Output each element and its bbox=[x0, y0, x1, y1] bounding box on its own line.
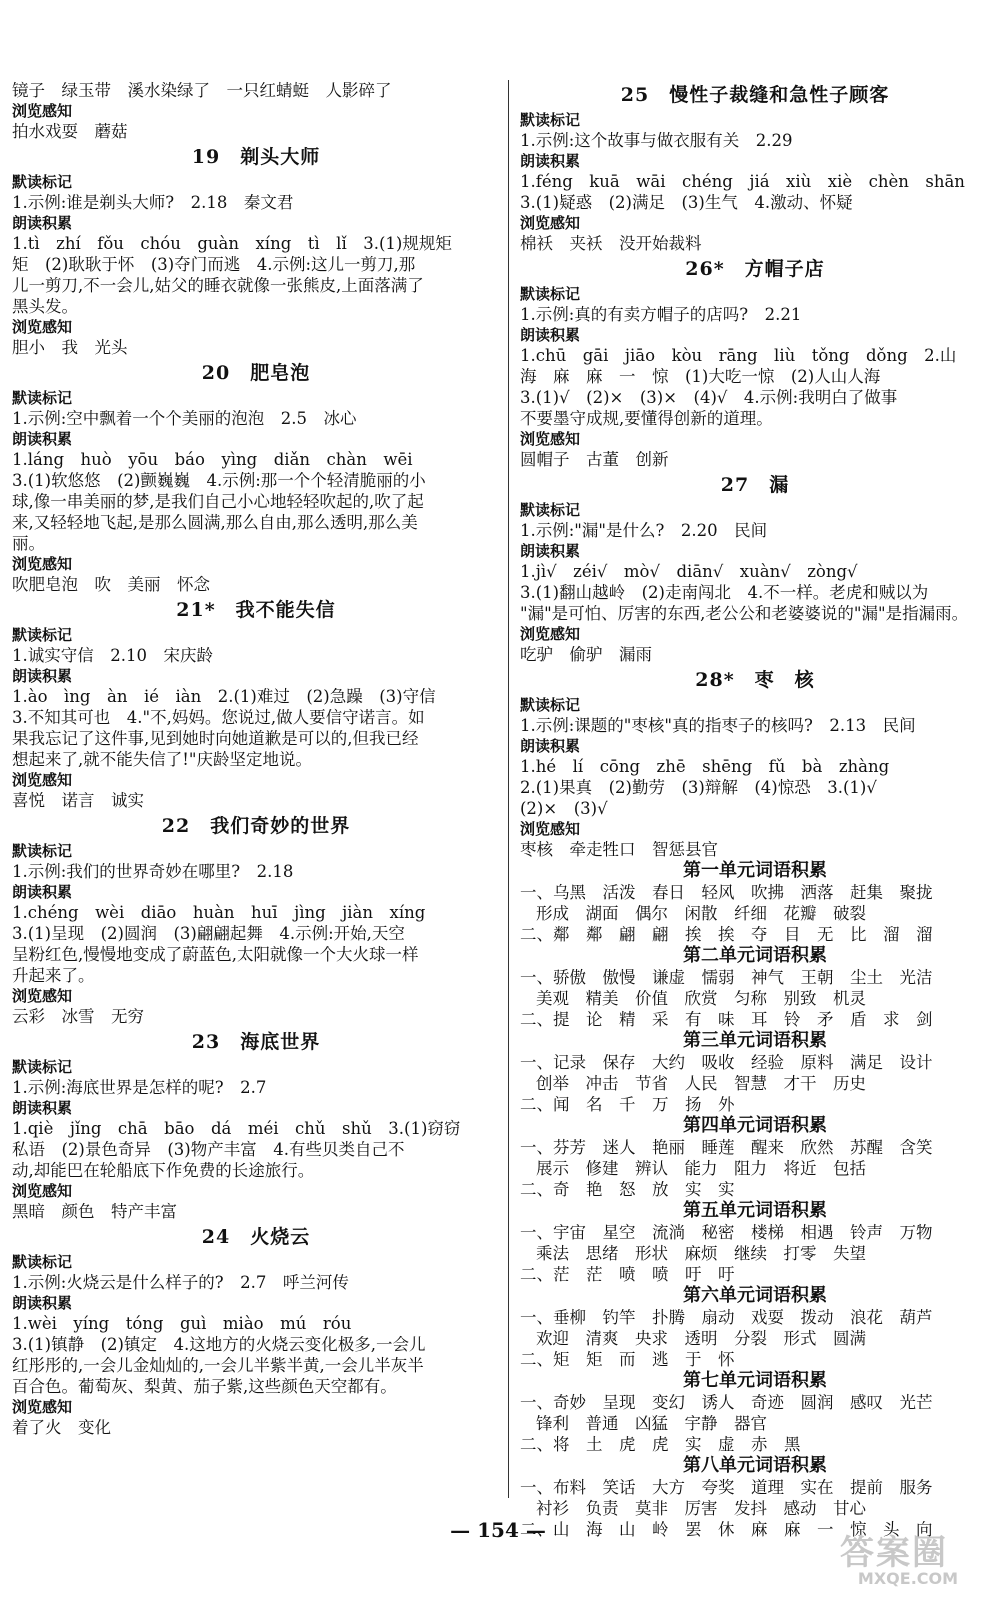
section-heading: 浏览感知 bbox=[12, 555, 73, 573]
answer-line: 1.láng huò yōu báo yìng diǎn chàn wēi bbox=[12, 450, 413, 469]
answer-line: 来,又轻轻地飞起,是那么圆满,那么自由,那么透明,那么美 bbox=[12, 513, 418, 532]
answer-line: 球,像一串美丽的梦,是我们自己小心地轻轻吹起的,吹了起 bbox=[12, 492, 424, 511]
unit-title: 第八单元词语积累 bbox=[683, 1455, 827, 1476]
section-heading: 默读标记 bbox=[520, 696, 581, 714]
answer-line: 喜悦 诺言 诚实 bbox=[12, 791, 144, 810]
answer-line: 一、奇妙 呈现 变幻 诱人 奇迹 圆润 感叹 光芒 bbox=[520, 1393, 933, 1412]
answer-line: 1.chū gāi jiāo kòu rāng liù tǒng dǒng 2.山 bbox=[520, 346, 957, 365]
section-heading: 朗读积累 bbox=[520, 542, 581, 560]
section-heading: 浏览感知 bbox=[520, 430, 581, 448]
answer-line: 圆帽子 古董 创新 bbox=[520, 450, 669, 469]
answer-line: 吹肥皂泡 吹 美丽 怀念 bbox=[12, 575, 210, 594]
answer-line: 私语 (2)景色奇异 (3)物产丰富 4.有些贝类自己不 bbox=[12, 1140, 405, 1159]
section-heading: 浏览感知 bbox=[12, 987, 73, 1005]
answer-line: (2)× (3)√ bbox=[520, 799, 608, 818]
section-heading: 朗读积累 bbox=[12, 1099, 73, 1117]
section-heading: 朗读积累 bbox=[12, 667, 73, 685]
section-heading: 默读标记 bbox=[12, 842, 73, 860]
answer-line: 丽。 bbox=[12, 534, 45, 553]
answer-line: 1.示例:谁是剃头大师? 2.18 秦文君 bbox=[12, 193, 294, 212]
answer-line: 1.tì zhí fǒu chóu guàn xíng tì lǐ 3.(1)规规矩 bbox=[12, 234, 452, 253]
section-heading: 浏览感知 bbox=[520, 820, 581, 838]
answer-line: "漏"是可怕、厉害的东西,老公公和老婆婆说的"漏"是指漏雨。 bbox=[520, 604, 969, 623]
section-heading: 浏览感知 bbox=[520, 625, 581, 643]
section-heading: 朗读积累 bbox=[12, 214, 73, 232]
answer-line: 吃驴 偷驴 漏雨 bbox=[520, 645, 652, 664]
answer-line: 1.示例:火烧云是什么样子的? 2.7 呼兰河传 bbox=[12, 1273, 349, 1292]
left-column bbox=[12, 80, 500, 1438]
unit-title: 第五单元词语积累 bbox=[683, 1200, 827, 1221]
answer-line: 3.(1)镇静 (2)镇定 4.这地方的火烧云变化极多,一会儿 bbox=[12, 1335, 426, 1354]
column-divider bbox=[508, 80, 509, 1498]
answer-line: 一、宇宙 星空 流淌 秘密 楼梯 相遇 铃声 万物 bbox=[520, 1223, 933, 1242]
section-heading: 默读标记 bbox=[520, 501, 581, 519]
answer-line: 1.示例:这个故事与做衣服有关 2.29 bbox=[520, 131, 793, 150]
answer-line: 百合色。葡萄灰、梨黄、茄子紫,这些颜色天空都有。 bbox=[12, 1377, 397, 1396]
answer-line: 1.示例:真的有卖方帽子的店吗? 2.21 bbox=[520, 305, 802, 324]
answer-line: 二、闻 名 千 万 扬 外 bbox=[520, 1095, 735, 1114]
unit-title: 第一单元词语积累 bbox=[683, 860, 827, 881]
answer-line: 3.(1)疑惑 (2)满足 (3)生气 4.激动、怀疑 bbox=[520, 193, 853, 212]
answer-line: 1.jì√ zéi√ mò√ diān√ xuàn√ zòng√ bbox=[520, 562, 858, 581]
answer-line: 一、布料 笑话 大方 夸奖 道理 实在 提前 服务 bbox=[520, 1478, 933, 1497]
section-heading: 默读标记 bbox=[12, 626, 73, 644]
section-heading: 默读标记 bbox=[520, 111, 581, 129]
answer-line: 二、提 论 精 采 有 味 耳 铃 矛 盾 求 剑 bbox=[520, 1010, 933, 1029]
section-heading: 浏览感知 bbox=[12, 1182, 73, 1200]
section-heading: 浏览感知 bbox=[12, 102, 73, 120]
answer-line: 1.hé lí cōng zhē shēng fǔ bà zhàng bbox=[520, 757, 890, 776]
answer-line: 果我忘记了这件事,见到她时向她道歉是可以的,但我已经 bbox=[12, 729, 419, 748]
answer-line-indented: 美观 精美 价值 欣赏 匀称 别致 机灵 bbox=[536, 989, 866, 1008]
answer-line: 儿一剪刀,不一会儿,姑父的睡衣就像一张熊皮,上面落满了 bbox=[12, 276, 424, 295]
watermark-text: 答案圈 bbox=[840, 1533, 948, 1573]
answer-line: 1.诚实守信 2.10 宋庆龄 bbox=[12, 646, 213, 665]
answer-line-indented: 形成 湖面 偶尔 闲散 纤细 花瓣 破裂 bbox=[536, 904, 866, 923]
section-heading: 默读标记 bbox=[12, 389, 73, 407]
answer-line: 想起来了,就不能失信了!"庆龄坚定地说。 bbox=[12, 750, 312, 769]
lesson-title: 19 剃头大师 bbox=[191, 146, 321, 168]
section-heading: 朗读积累 bbox=[520, 737, 581, 755]
answer-line: 升起来了。 bbox=[12, 966, 95, 985]
answer-line: 红彤彤的,一会儿金灿灿的,一会儿半紫半黄,一会儿半灰半 bbox=[12, 1356, 424, 1375]
answer-line: 1.示例:课题的"枣核"真的指枣子的核吗? 2.13 民间 bbox=[520, 716, 916, 735]
answer-line: 二、茫 茫 喷 喷 吁 吁 bbox=[520, 1265, 735, 1284]
answer-line: 不要墨守成规,要懂得创新的道理。 bbox=[520, 409, 773, 428]
answer-line: 镜子 绿玉带 溪水染绿了 一只红蜻蜓 人影碎了 bbox=[12, 81, 392, 100]
answer-line: 棉袄 夹袄 没开始裁料 bbox=[520, 234, 702, 253]
answer-line: 云彩 冰雪 无穷 bbox=[12, 1007, 144, 1026]
answer-line: 二、鄰 鄰 翩 翩 挨 挨 夺 目 无 比 溜 溜 bbox=[520, 925, 933, 944]
answer-line-indented: 展示 修建 辨认 能力 阻力 将近 包括 bbox=[536, 1159, 866, 1178]
answer-line: 1.wèi yíng tóng guì miào mú róu bbox=[12, 1314, 352, 1333]
section-heading: 浏览感知 bbox=[12, 1398, 73, 1416]
answer-line: 一、骄傲 傲慢 谦虚 懦弱 神气 王朝 尘土 光洁 bbox=[520, 968, 933, 987]
answer-line-indented: 乘法 思绪 形状 麻烦 继续 打零 失望 bbox=[536, 1244, 866, 1263]
answer-line: 胆小 我 光头 bbox=[12, 338, 128, 357]
lesson-title: 28* 枣 核 bbox=[695, 669, 815, 691]
answer-line-indented: 锋利 普通 凶猛 宇静 器官 bbox=[536, 1414, 767, 1433]
section-heading: 默读标记 bbox=[520, 285, 581, 303]
answer-line: 2.(1)果真 (2)勤劳 (3)辩解 (4)惊恐 3.(1)√ bbox=[520, 778, 877, 797]
section-heading: 默读标记 bbox=[12, 1058, 73, 1076]
answer-line: 黑头发。 bbox=[12, 297, 78, 316]
answer-line: 3.不知其可也 4."不,妈妈。您说过,做人要信守诺言。如 bbox=[12, 708, 425, 727]
answer-line: 1.ào ìng àn ié iàn 2.(1)难过 (2)急躁 (3)守信 bbox=[12, 687, 436, 706]
lesson-title: 26* 方帽子店 bbox=[685, 258, 825, 280]
answer-line: 1.féng kuā wāi chéng jiá xiù xiè chèn shān bbox=[520, 172, 965, 191]
answer-line: 拍水戏耍 蘑菇 bbox=[12, 122, 128, 141]
answer-line: 1.示例:"漏"是什么? 2.20 民间 bbox=[520, 521, 768, 540]
answer-line: 着了火 变化 bbox=[12, 1418, 111, 1437]
answer-line: 二、奇 艳 怒 放 实 实 bbox=[520, 1180, 735, 1199]
answer-line: 1.chéng wèi diāo huàn huī jìng jiàn xíng bbox=[12, 903, 426, 922]
answer-line: 枣核 牵走牲口 智惩县官 bbox=[520, 840, 718, 859]
unit-title: 第四单元词语积累 bbox=[683, 1115, 827, 1136]
section-heading: 朗读积累 bbox=[12, 430, 73, 448]
lesson-title: 24 火烧云 bbox=[201, 1226, 311, 1248]
watermark-url: MXQE.COM bbox=[857, 1569, 959, 1588]
section-heading: 朗读积累 bbox=[520, 326, 581, 344]
answer-line: 二、山 海 山 岭 罢 休 麻 麻 一 惊 头 向 bbox=[520, 1520, 933, 1539]
lesson-title: 22 我们奇妙的世界 bbox=[161, 815, 351, 837]
answer-line: 3.(1)软悠悠 (2)颤巍巍 4.示例:那一个个轻清脆丽的小 bbox=[12, 471, 426, 490]
right-column bbox=[520, 80, 990, 1540]
answer-line: 呈粉红色,慢慢地变成了蔚蓝色,太阳就像一个大火球一样 bbox=[12, 945, 419, 964]
lesson-title: 27 漏 bbox=[720, 474, 790, 496]
unit-title: 第七单元词语积累 bbox=[683, 1370, 827, 1391]
unit-title: 第六单元词语积累 bbox=[683, 1285, 827, 1306]
unit-title: 第三单元词语积累 bbox=[683, 1030, 827, 1051]
section-heading: 默读标记 bbox=[12, 173, 73, 191]
section-heading: 朗读积累 bbox=[12, 883, 73, 901]
section-heading: 朗读积累 bbox=[12, 1294, 73, 1312]
answer-line: 一、垂柳 钓竿 扑腾 扇动 戏耍 拨动 浪花 葫芦 bbox=[520, 1308, 933, 1327]
lesson-title: 25 慢性子裁缝和急性子顾客 bbox=[620, 84, 890, 106]
answer-line-indented: 创举 冲击 节省 人民 智慧 才干 历史 bbox=[536, 1074, 866, 1093]
answer-line: 3.(1)√ (2)× (3)× (4)√ 4.示例:我明白了做事 bbox=[520, 388, 898, 407]
section-heading: 浏览感知 bbox=[12, 318, 73, 336]
answer-line-indented: 衬衫 负责 莫非 厉害 发抖 感动 甘心 bbox=[536, 1499, 866, 1518]
watermark-logo bbox=[840, 1533, 976, 1590]
answer-line: 一、乌黑 活泼 春日 轻风 吹拂 洒落 赶集 聚拢 bbox=[520, 883, 933, 902]
section-heading: 浏览感知 bbox=[12, 771, 73, 789]
answer-line: 一、记录 保存 大约 吸收 经验 原料 满足 设计 bbox=[520, 1053, 933, 1072]
answer-line: 海 麻 麻 一 惊 (1)大吃一惊 (2)人山人海 bbox=[520, 367, 881, 386]
lesson-title: 23 海底世界 bbox=[191, 1031, 321, 1053]
lesson-title: 21* 我不能失信 bbox=[176, 599, 336, 621]
answer-line: 3.(1)翻山越岭 (2)走南闯北 4.不一样。老虎和贼以为 bbox=[520, 583, 929, 602]
page-number: — 154 — bbox=[450, 1518, 546, 1542]
section-heading: 浏览感知 bbox=[520, 214, 581, 232]
answer-line: 1.示例:我们的世界奇妙在哪里? 2.18 bbox=[12, 862, 294, 881]
section-heading: 默读标记 bbox=[12, 1253, 73, 1271]
lesson-title: 20 肥皂泡 bbox=[201, 362, 311, 384]
answer-line-indented: 欢迎 清爽 央求 透明 分裂 形式 圆满 bbox=[536, 1329, 866, 1348]
answer-line: 一、芬芳 迷人 艳丽 睡莲 醒来 欣然 苏醒 含笑 bbox=[520, 1138, 933, 1157]
section-heading: 朗读积累 bbox=[520, 152, 581, 170]
unit-title: 第二单元词语积累 bbox=[683, 945, 827, 966]
answer-line: 1.示例:空中飘着一个个美丽的泡泡 2.5 冰心 bbox=[12, 409, 357, 428]
answer-line: 3.(1)呈现 (2)圆润 (3)翩翩起舞 4.示例:开始,天空 bbox=[12, 924, 405, 943]
answer-line: 矩 (2)耿耿于怀 (3)夺门而逃 4.示例:这儿一剪刀,那 bbox=[12, 255, 416, 274]
answer-line: 1.qiè jǐng chā bāo dá méi chǔ shǔ 3.(1)窃窃 bbox=[12, 1119, 461, 1138]
answer-line: 动,却能巴在轮船底下作免费的长途旅行。 bbox=[12, 1161, 315, 1180]
answer-line: 黑暗 颜色 特产丰富 bbox=[12, 1202, 177, 1221]
answer-line: 1.示例:海底世界是怎样的呢? 2.7 bbox=[12, 1078, 267, 1097]
answer-line: 二、将 土 虎 虎 实 虚 赤 黑 bbox=[520, 1435, 801, 1454]
answer-line: 二、矩 矩 而 逃 于 怀 bbox=[520, 1350, 735, 1369]
